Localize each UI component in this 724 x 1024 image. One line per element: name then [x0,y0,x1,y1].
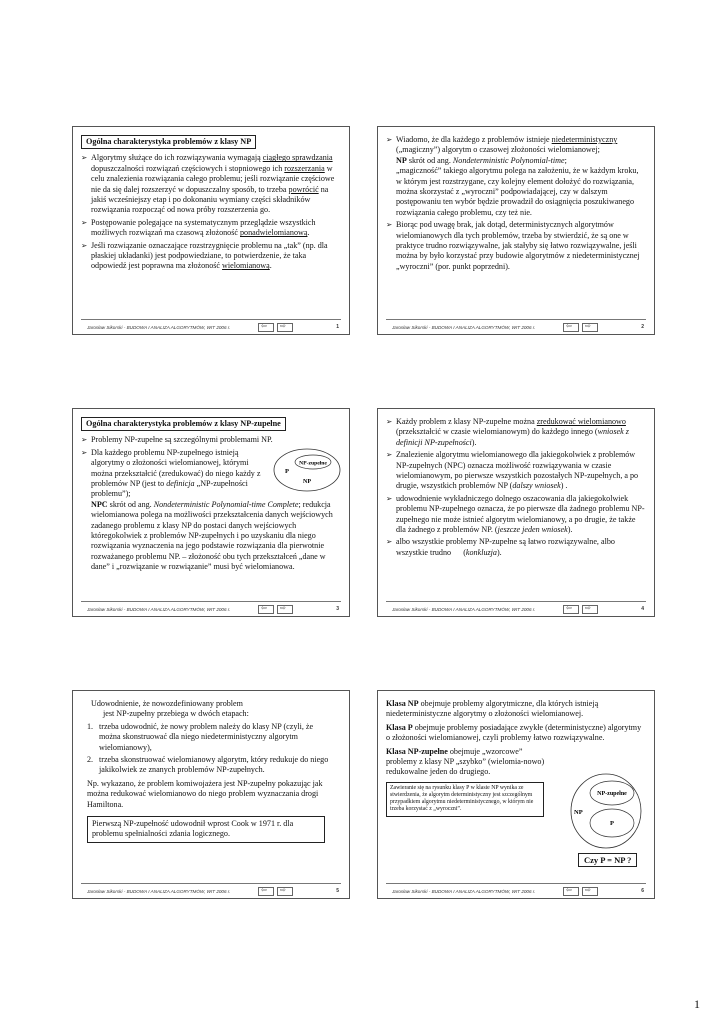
intro-line-1: Udowodnienie, że nowozdefiniowany problem [91,699,243,708]
slide-nav [563,605,598,614]
next-slide-button[interactable] [582,605,598,614]
slide-footer [73,600,349,616]
slide-nav [563,323,598,332]
slide-number: 6 [641,888,644,894]
page-number: 1 [694,997,700,1011]
arrow-left-icon: ⇦ [261,323,267,330]
footer-author: Jarosław Sikorski - BUDOWA I ANALIZA ALGORYTMÓW, WIT 2006 r. [87,607,231,612]
class-np-paragraph: Klasa NP obejmuje problemy algorytmiczne, dla których istnieją niedeterministyczne algorytmy o złożoności wielomianowej. [386,699,599,719]
slide-nav [258,323,293,332]
p-vs-np-question: Czy P = NP ? [578,853,637,867]
arrow-bullet-icon: ➢ [386,220,393,230]
arrow-bullet-icon: ➢ [81,153,88,163]
next-slide-button[interactable] [277,323,293,332]
slide-footer [378,882,654,898]
next-slide-button[interactable] [582,323,598,332]
slide-nav [563,887,598,896]
bullet-item: ➢ Biorąc pod uwagę brak, jak dotąd, deterministycznych algorytmów wielomianowych dla tych problemów, trzeba by stwierdzić, że są one w praktyce trudno rozwiązywalne, jak stałyby się łatwo rozwiązywalne, jeśli można by było korzystać przy budowie algorytmów z niedeterministycznej „wyroczni” (por. punkt poprzedni). [386,220,640,271]
p-label: P [285,467,289,475]
np-label: NP [574,809,583,816]
prev-slide-button[interactable] [563,323,579,332]
slide-5 [72,690,350,899]
slide-number: 5 [336,888,339,894]
slide-number: 4 [641,606,644,612]
slide-1 [72,126,350,335]
inclusion-note-box: Zawieranie się na rysunku klasy P w klasie NP wynika ze stwierdzenia, że algorytm deterministyczny jest szczególnym przypadkiem algorytmu niedeterministycznego, w którym nie trzeba korzystać z „wyroczni”. [386,782,544,817]
prev-slide-button[interactable] [258,605,274,614]
arrow-bullet-icon: ➢ [81,217,88,227]
slide-footer [73,318,349,334]
arrow-left-icon: ⇦ [566,605,572,612]
arrow-bullet-icon: ➢ [386,135,393,144]
arrow-right-icon: ⇨ [585,323,591,330]
arrow-right-icon: ⇨ [280,605,286,612]
bullet-item: ➢ udowodnienie wykładniczego dolnego oszacowania dla jakiegokolwiek problemu NP-zupełnego oznacza, że po pierwsze dla żadnego problemu NP-zupełnego nie może istnieć algorytm wielomianowy, a po drugie, że także dla żadnego z problemów NP. (jeszcze jeden wniosek). [386,493,645,535]
slide-footer [378,600,654,616]
bullet-item: ➢ Wiadomo, że dla każdego z problemów istnieje niedeterministyczny („magiczny”) algorytm o czasowej złożoności wielomianowej; NP skrót od ang. Nondeterministic Polynomial-time; „magiczność” takiego algorytmu polega na założeniu, że w każdym kroku, w którym jest rozstrzygane, czy kolejny element dołożyć do rozwiązania, można skorzystać z „wyroczni” podpowiadającej, czy w dalszym postępowaniu ten wybór będzie prowadził do osiągnięcia poszukiwanego rozwiązania całego problemu, czy też nie. [386,135,639,217]
arrow-right-icon: ⇨ [585,605,591,612]
footer-author: Jarosław Sikorski - BUDOWA I ANALIZA ALGORYTMÓW, WIT 2006 r. [392,607,536,612]
slide-nav [258,605,293,614]
bullet-item: ➢ albo wszystkie problemy NP-zupełne są łatwo rozwiązywalne, albo wszystkie trudno (konkluzja). [386,537,617,557]
list-item: 1. trzeba udowodnić, że nowy problem należy do klasy NP (czyli, że można skonstruować dla niego niedeterministyczny algorytm wielomianowy), [87,721,314,752]
list-item: 2. trzeba skonstruować wielomianowy algorytm, który redukuje do niego jakikolwiek ze znanych problemów NP-zupełnych. [87,755,329,775]
slide-number: 3 [336,606,339,612]
arrow-left-icon: ⇦ [566,323,572,330]
footer-author: Jarosław Sikorski - BUDOWA I ANALIZA ALGORYTMÓW, WIT 2006 r. [87,325,231,330]
bullet-item: ➢ Problemy NP-zupełne są szczególnymi problemami NP. [81,435,273,445]
arrow-bullet-icon: ➢ [386,450,393,460]
slide-title: Ogólna charakterystyka problemów z klasy NP [81,135,256,149]
footer-author: Jarosław Sikorski - BUDOWA I ANALIZA ALGORYTMÓW, WIT 2006 r. [392,325,536,330]
arrow-bullet-icon: ➢ [81,435,88,445]
arrow-bullet-icon: ➢ [386,493,393,503]
slide-footer [73,882,349,898]
slide-title: Ogólna charakterystyka problemów z klasy NP-zupełne [81,417,286,431]
slide-number: 2 [641,324,644,330]
np-complete-label: NP-zupełne [299,460,327,467]
complexity-classes-diagram [570,773,642,849]
slide-nav [258,887,293,896]
prev-slide-button[interactable] [563,887,579,896]
cook-note-box: Pierwszą NP-zupełność udowodnił wprost Cook w 1971 r. dla problemu spełnialności zdania logicznego. [87,816,325,843]
arrow-bullet-icon: ➢ [81,447,88,457]
slide-2 [377,126,655,335]
bullet-item: ➢ Dla każdego problemu NP-zupełnego istnieją algorytmy o złożoności wielomianowej, którymi można przekształcić (zredukować) do niego każdy z problemów NP (jest to definicja „NP-zupełności problemu”); NPC skrót od ang. Nondeterministic Polynomial-time Complete; redukcja wielomianowa polega na możliwości przekształcenia danych wejściowych zadanego problemu z klasy NP do postaci danych wejściowych któregokolwiek z problemów NP-zupełnych i po uzyskaniu dla niego rozwiązania wyznaczenia na jego podstawie rozwiązania dla pierwotnie rozważanego problemu NP. – złożoność obu tych przekształceń „dane w dane” i „rozwiązanie w rozwiązanie” musi być wielomianowa. NP-zupełne P NP [81,448,341,573]
slide-number: 1 [336,324,339,330]
bullet-item: ➢ Algorytmy służące do ich rozwiązywania wymagają ciągłego sprawdzania dopuszczalności rozwiązań częściowych i stopniowego ich rozszerzania w celu znalezienia rozwiązania całego problemu; jeśli rozwiązanie częściowe nie da się dalej rozszerzyć w dopuszczalny sposób, to trzeba powrócić na jakiś wcześniejszy etap i po dokonaniu wymiany części składników rozwiązania rozpocząć od nowa próby rozszerzenia go. [81,153,335,215]
np-label: NP [303,478,311,485]
slide-4 [377,408,655,617]
bullet-item: ➢ Postępowanie polegające na systematycznym przeglądzie wszystkich możliwych rozwiązań ma czasową złożoność ponadwielomianową. [81,217,316,238]
arrow-left-icon: ⇦ [261,605,267,612]
arrow-left-icon: ⇦ [566,887,572,894]
arrow-bullet-icon: ➢ [386,417,393,426]
slide-footer [378,318,654,334]
slide-6 [377,690,655,899]
prev-slide-button[interactable] [563,605,579,614]
footer-author: Jarosław Sikorski - BUDOWA I ANALIZA ALGORYTMÓW, WIT 2006 r. [392,889,536,894]
prev-slide-button[interactable] [258,323,274,332]
np-complete-label: NP-zupełne [597,791,627,797]
intro-line-2: jest NP-zupełny przebiega w dwóch etapach: [103,709,249,719]
next-slide-button[interactable] [277,605,293,614]
bullet-item: ➢ Każdy problem z klasy NP-zupełne można zredukować wielomianowo (przekształcić w czasie wielomianowym) do każdego innego (wniosek z definicji NP-zupełności). [386,417,629,447]
next-slide-button[interactable] [582,887,598,896]
arrow-bullet-icon: ➢ [386,537,393,547]
class-npc-paragraph: Klasa NP-zupełne obejmuje „wzorcowe” problemy z klasy NP „szybko” (wielomia-nowo) redukowalne jeden do drugiego. [386,746,545,777]
bullet-item: ➢ Znalezienie algorytmu wielomianowego dla jakiegokolwiek z problemów NP-zupełnych (NPC) oznacza możliwość rozwiązywania w czasie wielomianowym, po pierwsze wszystkich pozostałych NP-zupełnych, a po drugie, wszystkich problemów NP (dalszy wniosek) . [386,450,639,491]
np-classes-diagram [273,448,341,492]
arrow-left-icon: ⇦ [261,887,267,894]
arrow-right-icon: ⇨ [280,323,286,330]
footer-author: Jarosław Sikorski - BUDOWA I ANALIZA ALGORYTMÓW, WIT 2006 r. [87,889,231,894]
p-label: P [610,820,614,827]
bullet-item: ➢ Jeśli rozwiązanie oznaczające rozstrzygnięcie problemu na „tak” (np. dla płaskiej układanki) jest podpowiedziane, to potwierdzenie, że taka odpowiedź jest poprawna ma złożoność wielomianową. [81,240,328,271]
next-slide-button[interactable] [277,887,293,896]
arrow-right-icon: ⇨ [585,887,591,894]
arrow-bullet-icon: ➢ [81,240,88,250]
arrow-right-icon: ⇨ [280,887,286,894]
slide-3 [72,408,350,617]
class-p-paragraph: Klasa P obejmuje problemy posiadające zwykłe (deterministyczne) algorytmy o złożoności wielomianowej, czyli problemy łatwo rozwiązywalne. [386,722,642,743]
prev-slide-button[interactable] [258,887,274,896]
example-paragraph: Np. wykazano, że problem komiwojażera jest NP-zupełny pokazując jak można redukować wielomianowo do niego problem wyznaczania drogi Hamiltona. [87,778,323,809]
